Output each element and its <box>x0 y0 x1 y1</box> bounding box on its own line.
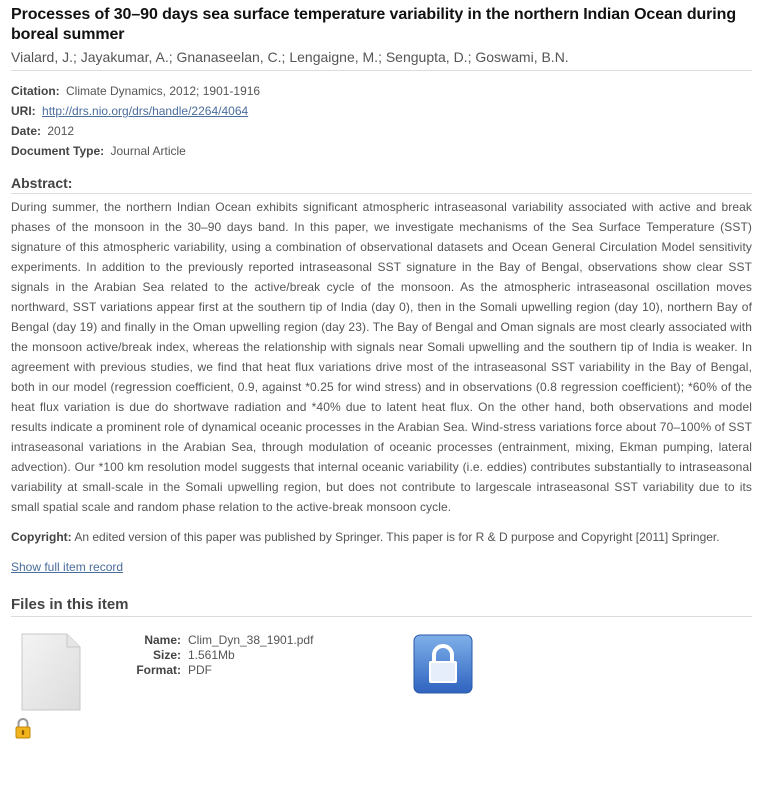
file-item <box>11 617 752 757</box>
doctype-row <box>11 141 752 161</box>
item-title: Processes of 30–90 days sea surface temperature variability in the northern Indian Ocean during boreal summer <box>11 6 736 43</box>
copyright-label: Copyright: <box>11 530 72 544</box>
divider <box>11 70 752 71</box>
abstract-heading: Abstract: <box>11 175 73 191</box>
doctype-label: Document Type: <box>11 144 105 158</box>
file-name-row <box>116 633 313 648</box>
citation-label: Citation: <box>11 84 60 98</box>
full-record-row <box>11 557 752 577</box>
padlock-icon <box>14 717 32 739</box>
metadata-section <box>11 81 752 161</box>
file-name-label: Name: <box>144 633 181 647</box>
uri-label: URI: <box>11 104 36 118</box>
file-metadata <box>116 633 313 678</box>
doctype-value: Journal Article <box>110 144 186 158</box>
date-label: Date: <box>11 124 42 138</box>
date-row <box>11 121 752 141</box>
document-thumbnail-icon[interactable] <box>21 633 81 711</box>
abstract-text: During summer, the northern Indian Ocean exhibits significant atmospheric intraseasonal variability associated with active and break phases of the monsoon in the 30–90 days band. In this paper, we investigate mechanisms of the Sea Surface Temperature (SST) signature of this atmospheric variability, using a combination of observational datasets and Ocean General Circulation Model sensitivity experiments. In addition to the previously reported intraseasonal SST signature in the Bay of Bengal, observations show clear SST signals in the Arabian Sea related to the active/break cycle of the monsoon. As the atmospheric intraseasonal oscillation moves northward, SST variations appear first at the southern tip of India (day 0), then in the Somali upwelling region (day 10), northern Bay of Bengal (day 19) and finally in the Oman upwelling region (day 23). The Bay of Bengal and Oman signals are most clearly associated with the monsoon active/break index, whereas the relationship with signals near Somali upwelling and the southern tip of India is weaker. In agreement with previous studies, we find that heat flux variations drive most of the intraseasonal SST variability in the Bay of Bengal, both in our model (regression coefficient, 0.9, against *0.25 for wind stress) and in observations (0.8 regression coefficient); *60% of the heat flux variation is due do shortwave radiation and *40% due to latent heat flux. On the other hand, both observations and model results indicate a prominent role of dynamical oceanic processes in the Arabian Sea. Wind-stress variations force about 70–100% of SST intraseasonal variations in the Arabian Sea, through modulation of oceanic processes (entrainment, mixing, Ekman pumping, lateral advection). Our *100 km resolution model suggests that internal oceanic variability (i.e. eddies) contributes substantially to intraseasonal variability at small-scale in the Somali upwelling region, but does not contribute to largescale intraseasonal SST variability due to its small spatial scale and random phase relation to the active-break monsoon cycle. <box>11 200 752 514</box>
citation-value: Climate Dynamics, 2012; 1901-1916 <box>66 84 261 98</box>
file-format-row <box>116 663 313 678</box>
uri-row <box>11 101 752 121</box>
file-format-value: PDF <box>188 663 212 677</box>
copyright-section <box>11 527 752 547</box>
uri-link[interactable]: http://drs.nio.org/drs/handle/2264/4064 <box>42 104 249 118</box>
file-size-label: Size: <box>152 648 181 662</box>
citation-row <box>11 81 752 101</box>
copyright-text: An edited version of this paper was published by Springer. This paper is for R & D purpose and Copyright [2011] Springer. <box>74 530 720 544</box>
files-heading: Files in this item <box>11 596 129 613</box>
divider <box>11 193 752 194</box>
lock-icon[interactable] <box>413 634 473 694</box>
date-value: 2012 <box>47 124 75 138</box>
file-size-row <box>116 648 313 663</box>
file-size-value: 1.561Mb <box>188 648 235 662</box>
item-authors: Vialard, J.; Jayakumar, A.; Gnanaseelan, C.; Lengaigne, M.; Sengupta, D.; Goswami, B.N. <box>11 49 569 65</box>
item-view <box>11 5 752 757</box>
file-format-label: Format: <box>136 663 181 677</box>
file-name-value: Clim_Dyn_38_1901.pdf <box>188 633 314 647</box>
show-full-record-link[interactable]: Show full item record <box>11 560 124 574</box>
